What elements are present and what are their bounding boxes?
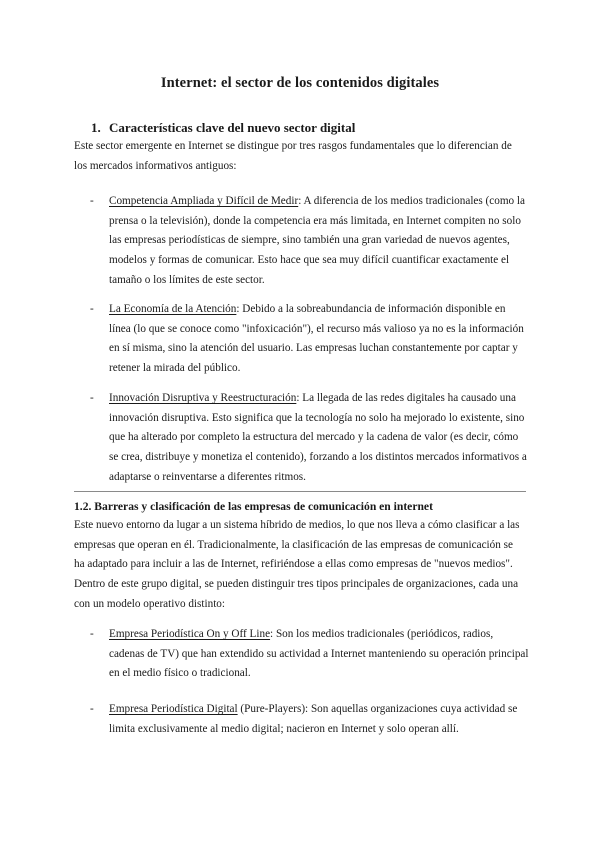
bullet-text: : La llegada de las redes digitales ha causado una innovación disruptiva. Esto significa que la tecnología no solo ha mejorado lo existente, sino que ha alterado por completo la estructura del mercado y la cadena de valor (es decir, cómo se crea, distribuye y monetiza el contenido), forzando a los distintos mercados informativos a adaptarse o reinventarse a diferentes ritmos. (109, 392, 527, 483)
bullet-text: : A diferencia de los medios tradicionales (como la prensa o la televisión), donde la competencia era más limitada, en Internet compiten no solo las empresas periodísticas de siempre, sino también una gran variedad de nuevos agentes, modelos y formas de comunicar. Esto hace que sea muy difícil cuantificar exactamente el tamaño o los límites de este sector. (109, 195, 526, 286)
bullet-text: : Debido a la sobreabundancia de información disponible en línea (lo que se conoce como "infoxicación"), el recurso más valioso ya no es la información en sí misma, sino la atención del usuario. Las empresas luchan constantemente por captar y retener la mirada del público. (109, 303, 524, 375)
section-2-heading: 1.2. Barreras y clasificación de las empresas de comunicación en internet (74, 500, 433, 513)
section-1-heading (91, 120, 355, 136)
bullet-marker: - (90, 392, 94, 404)
list-item (90, 300, 529, 379)
bullet-text: : Son los medios tradicionales (periódicos, radios, cadenas de TV) que han extendido su actividad a Internet manteniendo su operación principal en el medio físico o tradicional. (109, 628, 529, 680)
section-1-intro: Este sector emergente en Internet se distingue por tres rasgos fundamentales que lo diferencian de los mercados informativos antiguos: (74, 140, 512, 172)
section-2-intro: Este nuevo entorno da lugar a un sistema híbrido de medios, lo que nos lleva a cómo clasificar a las empresas que operan en él. Tradicionalmente, la clasificación de las empresas de comunicación se ha adaptado para incluir a las de Internet, refiriéndose a ellas como empresas de "nuevos medios". Dentro de este grupo digital, se pueden distinguir tres tipos principales de organizaciones, cada una con un modelo operativo distinto: (74, 519, 520, 610)
bullet-marker: - (90, 195, 94, 207)
bullet-marker: - (90, 303, 94, 315)
list-item (90, 700, 529, 739)
bullet-marker: - (90, 703, 94, 715)
section-1-heading-text: Características clave del nuevo sector digital (109, 120, 356, 135)
bullet-term: Empresa Periodística Digital (109, 703, 238, 715)
list-item (90, 389, 529, 488)
bullet-marker: - (90, 628, 94, 640)
bullet-term: La Economía de la Atención (109, 303, 237, 315)
bullet-term: Competencia Ampliada y Difícil de Medir (109, 195, 299, 207)
document-title: Internet: el sector de los contenidos digitales (160, 75, 440, 91)
bullet-term: Innovación Disruptiva y Reestructuración (109, 392, 297, 404)
bullet-text: (Pure-Players): Son aquellas organizaciones cuya actividad se limita exclusivamente al medio digital; nacieron en Internet y solo operan allí. (109, 703, 518, 735)
list-item (90, 192, 529, 291)
section-1-number: 1. (91, 120, 101, 135)
bullet-term: Empresa Periodística On y Off Line (109, 628, 271, 640)
list-item (90, 625, 529, 684)
section-divider (74, 491, 526, 492)
